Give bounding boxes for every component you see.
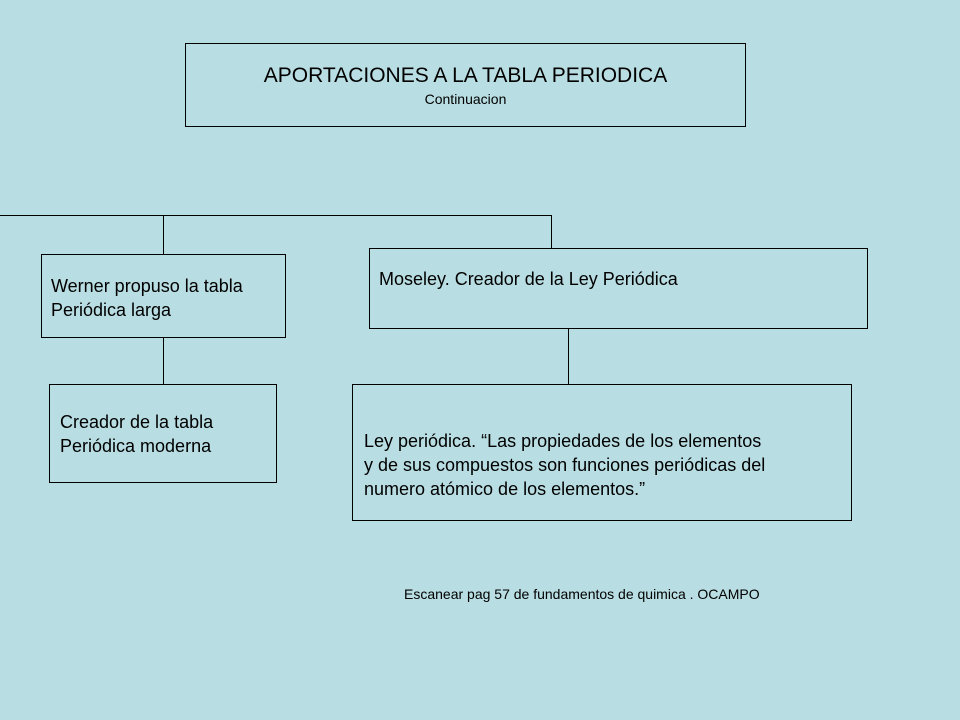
connector-moseley-ley (568, 329, 569, 384)
connector-to-werner (163, 215, 164, 254)
node-moseley (369, 248, 868, 329)
node-moseley-text: Moseley. Creador de la Ley Periódica (379, 269, 678, 289)
connector-to-moseley (551, 215, 552, 248)
connector-werner-creador (163, 338, 164, 384)
node-ley-periodica (352, 384, 852, 521)
node-werner (41, 254, 286, 338)
footnote: Escanear pag 57 de fundamentos de quimica . OCAMPO (404, 586, 760, 602)
connector-horizontal (0, 215, 552, 216)
node-ley-periodica-text: Ley periódica. “Las propiedades de los elementos y de sus compuestos son funciones periódicas del numero atómico de los elementos.” (364, 431, 766, 499)
diagram-title: APORTACIONES A LA TABLA PERIODICA (263, 64, 668, 87)
node-creador (49, 384, 277, 483)
node-creador-text: Creador de la tabla Periódica moderna (60, 412, 214, 456)
diagram-subtitle: Continuacion (424, 91, 507, 107)
node-werner-text: Werner propuso la tabla Periódica larga (51, 276, 243, 320)
title-box (185, 43, 746, 127)
